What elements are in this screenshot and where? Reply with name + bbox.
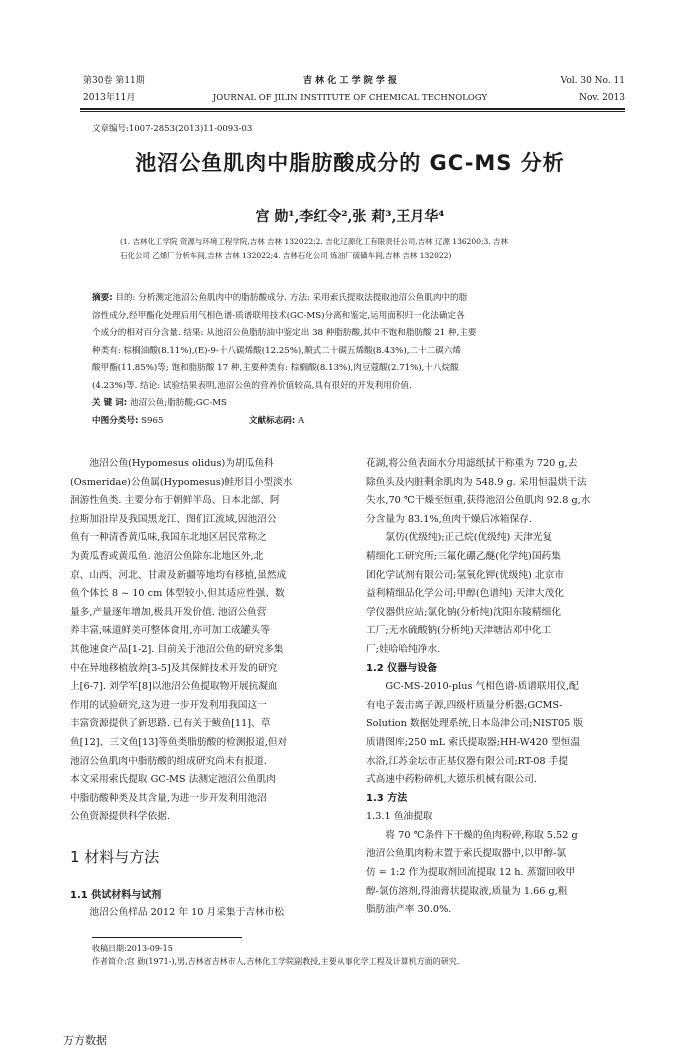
body-line: 丰富资源提供了新思路. 已有关于鲅鱼[11]、草 (70, 718, 271, 730)
body-line: 为黄瓜香或黄瓜鱼. 池沼公鱼除东北地区外,北 (70, 550, 264, 562)
body-line: 失水,70 ℃干燥至恒重,获得池沼公鱼肌肉 92.8 g,水 (366, 495, 591, 507)
body-line: 池沼公鱼肌肉中脂肪酸的组成研究尚未有报道. (70, 755, 267, 767)
body-line: (Osmeridae)公鱼属(Hypomesus)鲑形目小型淡水 (70, 476, 293, 488)
body-line: 其他速食产品[1-2]. 目前关于池沼公鱼的研究多集 (70, 643, 284, 655)
section-heading: 1 材料与方法 (70, 848, 160, 866)
subsection-heading: 1.2 仪器与设备 (366, 662, 438, 674)
body-line: 公鱼资源提供科学依据. (70, 811, 170, 823)
footnote-rule (92, 937, 242, 938)
author-list: 宫 勋¹,李红令²,张 莉³,王月华⁴ (255, 209, 445, 225)
body-line: 厂;娃哈哈纯净水. (366, 643, 441, 655)
abstract-label: 摘要: (92, 293, 113, 303)
body-line: 式高速中药粉碎机,大德乐机械有限公司. (366, 774, 537, 786)
subsection-heading: 1.3 方法 (366, 792, 408, 804)
body-line: 鱼个体长 8 ~ 10 cm 体型较小,但其适应性强、数 (70, 588, 285, 600)
doc-code-label: 文献标志码: (248, 415, 296, 426)
right-column (366, 455, 636, 920)
body-line: 池沼公鱼(Hypomesus olidus)为胡瓜鱼科 (89, 458, 274, 469)
subsection-heading: 1.1 供试材料与试剂 (70, 890, 162, 901)
body-line: 分含量为 83.1%,鱼肉干燥后冰箱保存. (366, 513, 532, 525)
abstract-line: 种类有: 棕榈油酸(8.11%),(E)-9-十八碳烯酸(12.25%),顺式二十碳五烯酸(8.43%),二十二碳六烯 (92, 345, 461, 356)
date-en: Nov. 2013 (579, 93, 625, 103)
body-line: 鱼[12]、三文鱼[13]等鱼类脂肪酸的检测报道,但对 (70, 736, 288, 748)
body-line: 拉斯加沿岸及我国黑龙江、图们江流域,因池沼公 (70, 513, 277, 525)
doc-code: A (298, 415, 305, 426)
volume-issue-en: Vol. 30 No. 11 (560, 76, 625, 86)
body-line: 养丰富,味道鲜美可整体食用,亦可加工成罐头等 (70, 625, 270, 637)
date-cn: 2013年11月 (83, 93, 136, 103)
body-line: 中在异地移植放养[3-5]及其保鲜技术开发的研究 (70, 662, 278, 674)
keywords: 池沼公鱼;脂肪酸;GC-MS (129, 398, 227, 408)
body-line: 池沼公鱼肌肉粉末置于索氏提取器中,以甲醇-氯 (366, 848, 567, 860)
body-line: 上[6-7]. 刘学军[8]以池沼公鱼提取物开展抗凝血 (70, 681, 278, 693)
header-rule (80, 108, 625, 110)
affiliation-line: 石化公司 乙烯厂分析车间,吉林 吉林 132022;4. 吉林石化公司 炼油厂硫磺车间,吉林 吉林 132022) (120, 251, 452, 260)
article-title: 池沼公鱼肌肉中脂肪酸成分的 GC-MS 分析 (135, 151, 565, 175)
author-bio: 作者简介:宫 勋(1971-),男,吉林省吉林市人,吉林化工学院副教授,主要从事化学工程及计算机方面的研究. (92, 957, 460, 966)
body-line: 本文采用索氏提取 GC-MS 法测定池沼公鱼肌肉 (70, 774, 276, 786)
body-line: 益利精细品化学公司;甲醇(色谱纯) 天津大茂化 (366, 588, 564, 600)
body-line: 水浴,江苏金坛市正基仪器有限公司;RT-08 手提 (366, 755, 569, 767)
left-column-tail (70, 904, 340, 923)
body-line: 脂肪油产率 30.0%. (366, 904, 452, 916)
clc-number: S965 (141, 415, 164, 426)
abstract-line: 溶性成分,经甲酯化处理后用气相色谱-质谱联用技术(GC-MS)分离和鉴定,运用面积归一化法确定各 (92, 310, 465, 321)
body-line: 学仪器供应站;氯化钠(分析纯)沈阳东陵精细化 (366, 606, 561, 618)
abstract-line: 目的: 分析测定池沼公鱼肌肉中的脂肪酸成分. 方法: 采用索氏提取法提取池沼公鱼肌肉中的脂 (115, 293, 468, 303)
body-line: 池沼公鱼样品 2012 年 10 月采集于吉林市松 (89, 907, 285, 918)
body-line: 京、山西、河北、甘肃及新疆等地均有移植,虽然成 (70, 569, 287, 581)
abstract-line: (4.23%)等. 结论: 试验结果表明,池沼公鱼的营养价值较高,具有很好的开发利用价值. (92, 380, 412, 391)
body-line: 将 70 ℃条件下干燥的鱼肉粉碎,称取 5.52 g (385, 829, 578, 841)
body-line: 有电子轰击离子源,四级杆质量分析器;GCMS- (366, 699, 563, 711)
affiliation-line: (1. 吉林化工学院 资源与环境工程学院,吉林 吉林 132022;2. 吉化辽源化工有限责任公司,吉林 辽源 136200;3. 吉林 (120, 237, 509, 246)
body-line: 洄游性鱼类. 主要分布于朝鲜半岛、日本北部、阿 (70, 495, 280, 507)
abstract-line: 酸甲酯(11.85%)等; 饱和脂肪酸 17 种,主要种类有: 棕榈酸(8.13%),肉豆蔻酸(2.71%),十八烷酸 (92, 363, 459, 373)
volume-issue-cn: 第30卷 第11期 (83, 76, 145, 86)
body-line: 精细化工研究所;三氟化硼乙醚(化学纯)国药集 (366, 550, 561, 562)
clc-label: 中图分类号: (92, 415, 139, 426)
article-number: 文章编号:1007-2853(2013)11-0093-03 (92, 124, 253, 134)
footnotes (92, 942, 632, 968)
body-line: 氯仿(优级纯);正己烷(优级纯) 天津光复 (385, 532, 553, 544)
watermark: 万方数据 (63, 1034, 107, 1047)
affiliations (120, 235, 590, 263)
body-line: 除鱼头及内脏剩余肌肉为 548.9 g. 采用恒温烘干法 (366, 476, 587, 488)
body-line: 团化学试剂有限公司;氢氧化钾(优级纯) 北京市 (366, 569, 564, 581)
body-line: 花湖,将公鱼表面水分用滤纸拭干称重为 720 g,去 (366, 458, 578, 469)
journal-title-en: JOURNAL OF JILIN INSTITUTE OF CHEMICAL TECHNOLOGY (212, 93, 488, 103)
body-line: 醇-氯仿溶剂,得油膏状提取液,质量为 1.66 g,粗 (366, 885, 568, 897)
body-line: 仿 = 1:2 作为提取剂回流提取 12 h. 蒸馏回收甲 (366, 867, 576, 879)
body-line: 量多,产量逐年增加,极具开发价值. 池沼公鱼营 (70, 606, 267, 618)
subsubsection-heading: 1.3.1 鱼油提取 (366, 811, 433, 823)
abstract (92, 290, 610, 430)
body-line: 作用的试验研究,这为进一步开发利用我国这一 (70, 699, 267, 711)
left-column (70, 455, 340, 827)
body-line: Solution 数据处理系统,日本岛津公司;NIST05 版 (366, 718, 584, 730)
body-line: 质谱图库;250 mL 索氏提取器;HH-W420 型恒温 (366, 736, 581, 748)
received-date: 收稿日期:2013-09-15 (92, 944, 173, 953)
header-rule-thin (80, 111, 625, 112)
body-line: 鱼有一种清香黄瓜味,我国东北地区居民常称之 (70, 532, 267, 544)
body-line: GC-MS-2010-plus 气相色谱-质谱联用仪,配 (385, 681, 579, 693)
body-line: 工厂;无水硫酸钠(分析纯)天津塘沽邓中化工 (366, 625, 552, 637)
journal-title-cn: 吉 林 化 工 学 院 学 报 (303, 76, 397, 86)
abstract-line: 个成分的相对百分含量. 结果: 从池沼公鱼脂肪油中鉴定出 38 种脂肪酸,其中不饱和脂肪酸 21 种,主要 (92, 328, 477, 338)
body-line: 中脂肪酸种类及其含量,为进一步开发利用池沼 (70, 792, 267, 804)
keywords-label: 关 键 词: (92, 398, 128, 408)
